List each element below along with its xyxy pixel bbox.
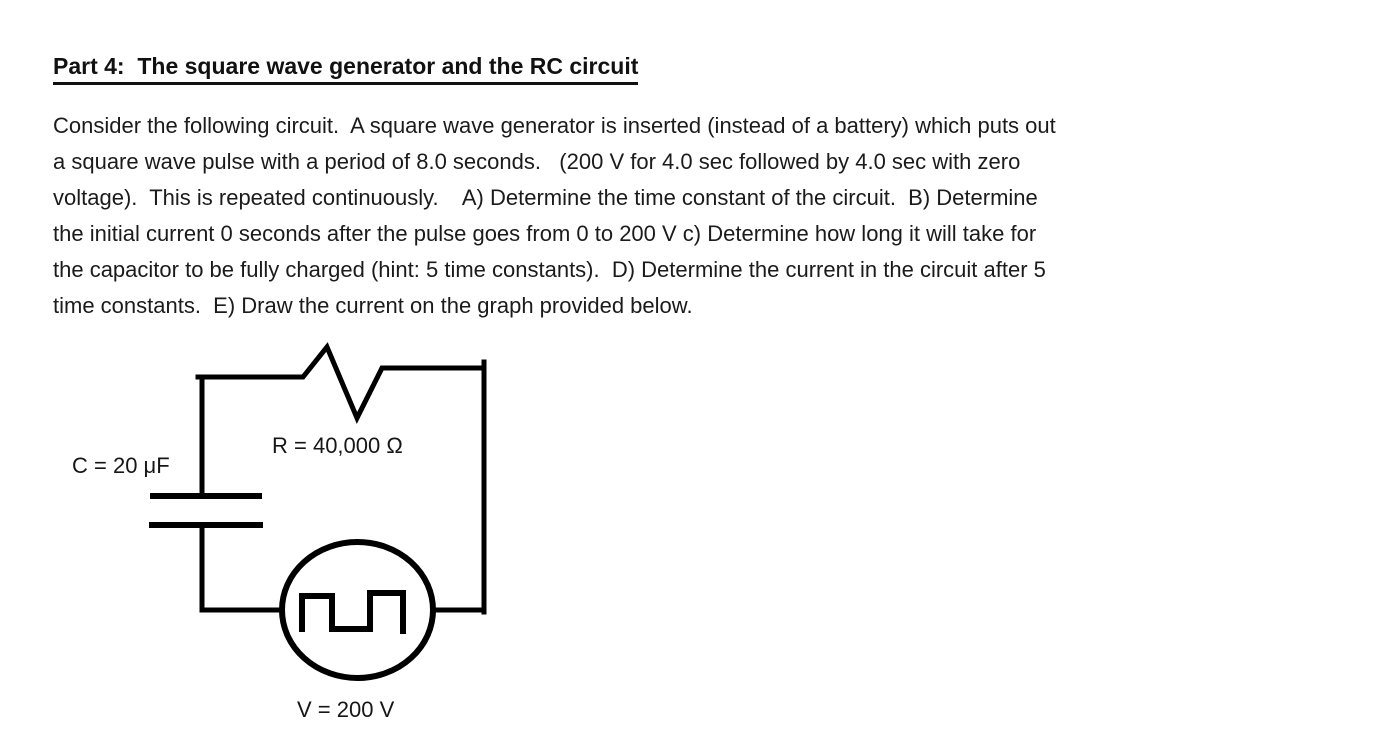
resistor-label: R = 40,000 Ω xyxy=(272,433,403,458)
voltage-label: V = 200 V xyxy=(297,697,395,722)
text-line: a square wave pulse with a period of 8.0 seconds. (200 V for 4.0 sec followed by 4.0 sec with zero xyxy=(53,149,1021,174)
text-line: time constants. E) Draw the current on the graph provided below. xyxy=(53,293,693,318)
section-title xyxy=(53,53,638,85)
section-title-text: Part 4: The square wave generator and the RC circuit xyxy=(53,53,638,85)
capacitor-label: C = 20 μF xyxy=(72,453,170,478)
circuit-wires xyxy=(198,347,484,612)
square-wave-icon xyxy=(302,593,403,631)
text-line: the initial current 0 seconds after the pulse goes from 0 to 200 V c) Determine how long it will take for xyxy=(53,221,1037,246)
text-line: the capacitor to be fully charged (hint: 5 time constants). D) Determine the current in the circuit after 5 xyxy=(53,257,1046,282)
circuit-linework xyxy=(152,347,484,678)
text-line: Consider the following circuit. A square wave generator is inserted (instead of a battery) which puts out xyxy=(53,113,1056,138)
capacitor-symbol xyxy=(152,496,260,525)
problem-statement xyxy=(53,108,1056,324)
circuit-diagram xyxy=(0,335,520,735)
text-line: voltage). This is repeated continuously. A) Determine the time constant of the circuit. B) Determine xyxy=(53,185,1038,210)
